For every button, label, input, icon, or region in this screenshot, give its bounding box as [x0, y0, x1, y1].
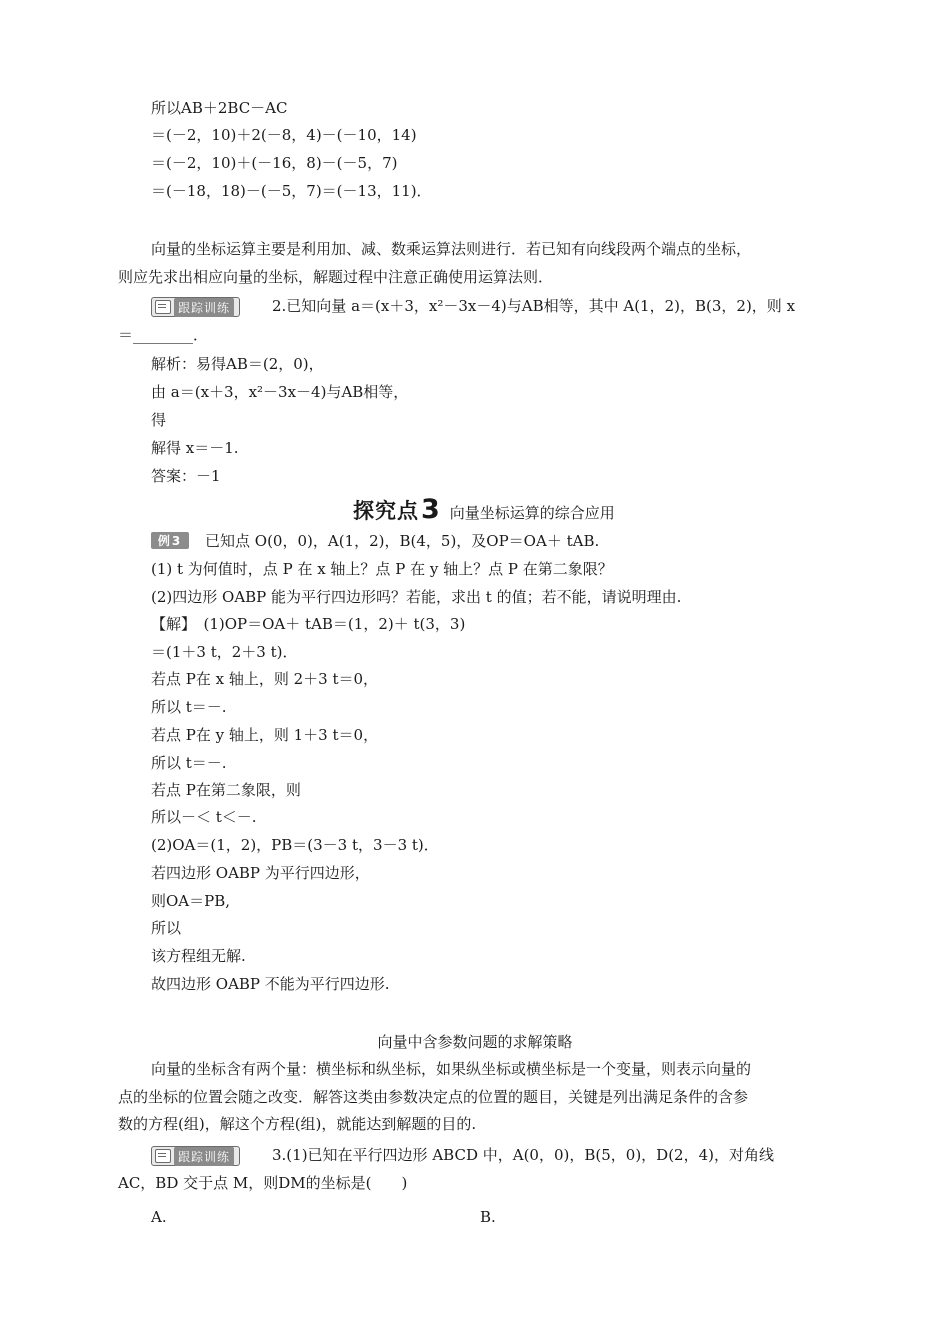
solution-line: 若点 P在 y 轴上，则 1＋3 t＝0，: [151, 726, 379, 744]
solution-line: 若四边形 OABP 为平行四边形，: [151, 864, 370, 882]
solution-line: 所以 t＝－.: [151, 698, 227, 716]
strategy-paragraph: 数的方程(组)，解这个方程(组)，就能达到解题的目的.: [118, 1115, 477, 1133]
example-text: 已知点 O(0，0)，A(1，2)，B(4，5)，及OP＝OA＋ tAB.: [205, 532, 600, 550]
solution-line: 故四边形 OABP 不能为平行四边形.: [151, 975, 390, 993]
question-text: ＝________．: [118, 326, 209, 344]
follow-up-badge: 跟踪训练: [151, 1146, 240, 1166]
solution-line: (2)OA＝(1，2)，PB＝(3－3 t，3－3 t)．: [151, 836, 439, 854]
solution-line: 则OA＝PB,: [151, 892, 231, 910]
option-b: B.: [480, 1208, 496, 1226]
notebook-icon: [155, 300, 171, 314]
solution-line: 由 a＝(x＋3，x²－3x－4)与AB相等，: [151, 383, 409, 401]
solution-line: 解得 x＝－1.: [151, 439, 239, 457]
follow-up-badge: 跟踪训练: [151, 297, 240, 317]
notebook-icon: [155, 1149, 171, 1163]
solution-line: 【解】 (1)OP＝OA＋ tAB＝(1，2)＋ t(3，3): [151, 615, 466, 633]
example-text: (1) t 为何值时，点 P 在 x 轴上？点 P 在 y 轴上？点 P 在第二象限？: [151, 560, 613, 578]
solution-line: 所以－＜ t＜－.: [151, 808, 257, 826]
solution-line: 解析：易得AB＝(2，0)，: [151, 355, 324, 373]
strategy-heading: 向量中含参数问题的求解策略: [377, 1033, 573, 1051]
strategy-paragraph: 向量的坐标含有两个量：横坐标和纵坐标，如果纵坐标或横坐标是一个变量，则表示向量的: [151, 1060, 752, 1078]
answer-line: 答案：－1: [151, 467, 221, 485]
solution-line: 所以 t＝－.: [151, 754, 227, 772]
strategy-paragraph: 点的坐标的位置会随之改变．解答这类由参数决定点的位置的题目，关键是列出满足条件的含参: [118, 1088, 749, 1106]
question-text: AC，BD 交于点 M，则DM的坐标是( ): [118, 1174, 408, 1192]
question-text: 3.(1)已知在平行四边形 ABCD 中，A(0，0)，B(5，0)，D(2，4)，对角线: [272, 1146, 774, 1164]
solution-line: 所以: [151, 919, 182, 937]
solution-line: 得: [151, 411, 167, 429]
text-line: 所以AB＋2BC－AC: [151, 99, 288, 117]
question-text: 2.已知向量 a＝(x＋3，x²－3x－4)与AB相等，其中 A(1，2)，B(3，2)，则 x: [272, 297, 796, 315]
solution-line: ＝(1＋3 t，2＋3 t)．: [151, 643, 298, 661]
text-line: ＝(－18，18)－(－5，7)＝(－13，11)．: [151, 182, 432, 200]
option-a: A.: [151, 1208, 167, 1226]
method-paragraph: 则应先求出相应向量的坐标，解题过程中注意正确使用运算法则．: [118, 268, 554, 286]
solution-line: 若点 P在第二象限，则: [151, 781, 301, 799]
text-line: ＝(－2，10)＋2(－8，4)－(－10，14): [151, 126, 417, 144]
example-text: (2)四边形 OABP 能为平行四边形吗？若能，求出 t 的值；若不能，请说明理由.: [151, 588, 682, 606]
section-heading: 探究点 3 向量坐标运算的综合应用: [353, 494, 615, 525]
solution-line: 该方程组无解.: [151, 947, 246, 965]
example-tag: 例3: [151, 532, 189, 549]
solution-line: 若点 P在 x 轴上，则 2＋3 t＝0，: [151, 670, 379, 688]
text-line: ＝(－2，10)＋(－16，8)－(－5，7): [151, 154, 398, 172]
method-paragraph: 向量的坐标运算主要是利用加、减、数乘运算法则进行．若已知有向线段两个端点的坐标，: [151, 240, 752, 258]
